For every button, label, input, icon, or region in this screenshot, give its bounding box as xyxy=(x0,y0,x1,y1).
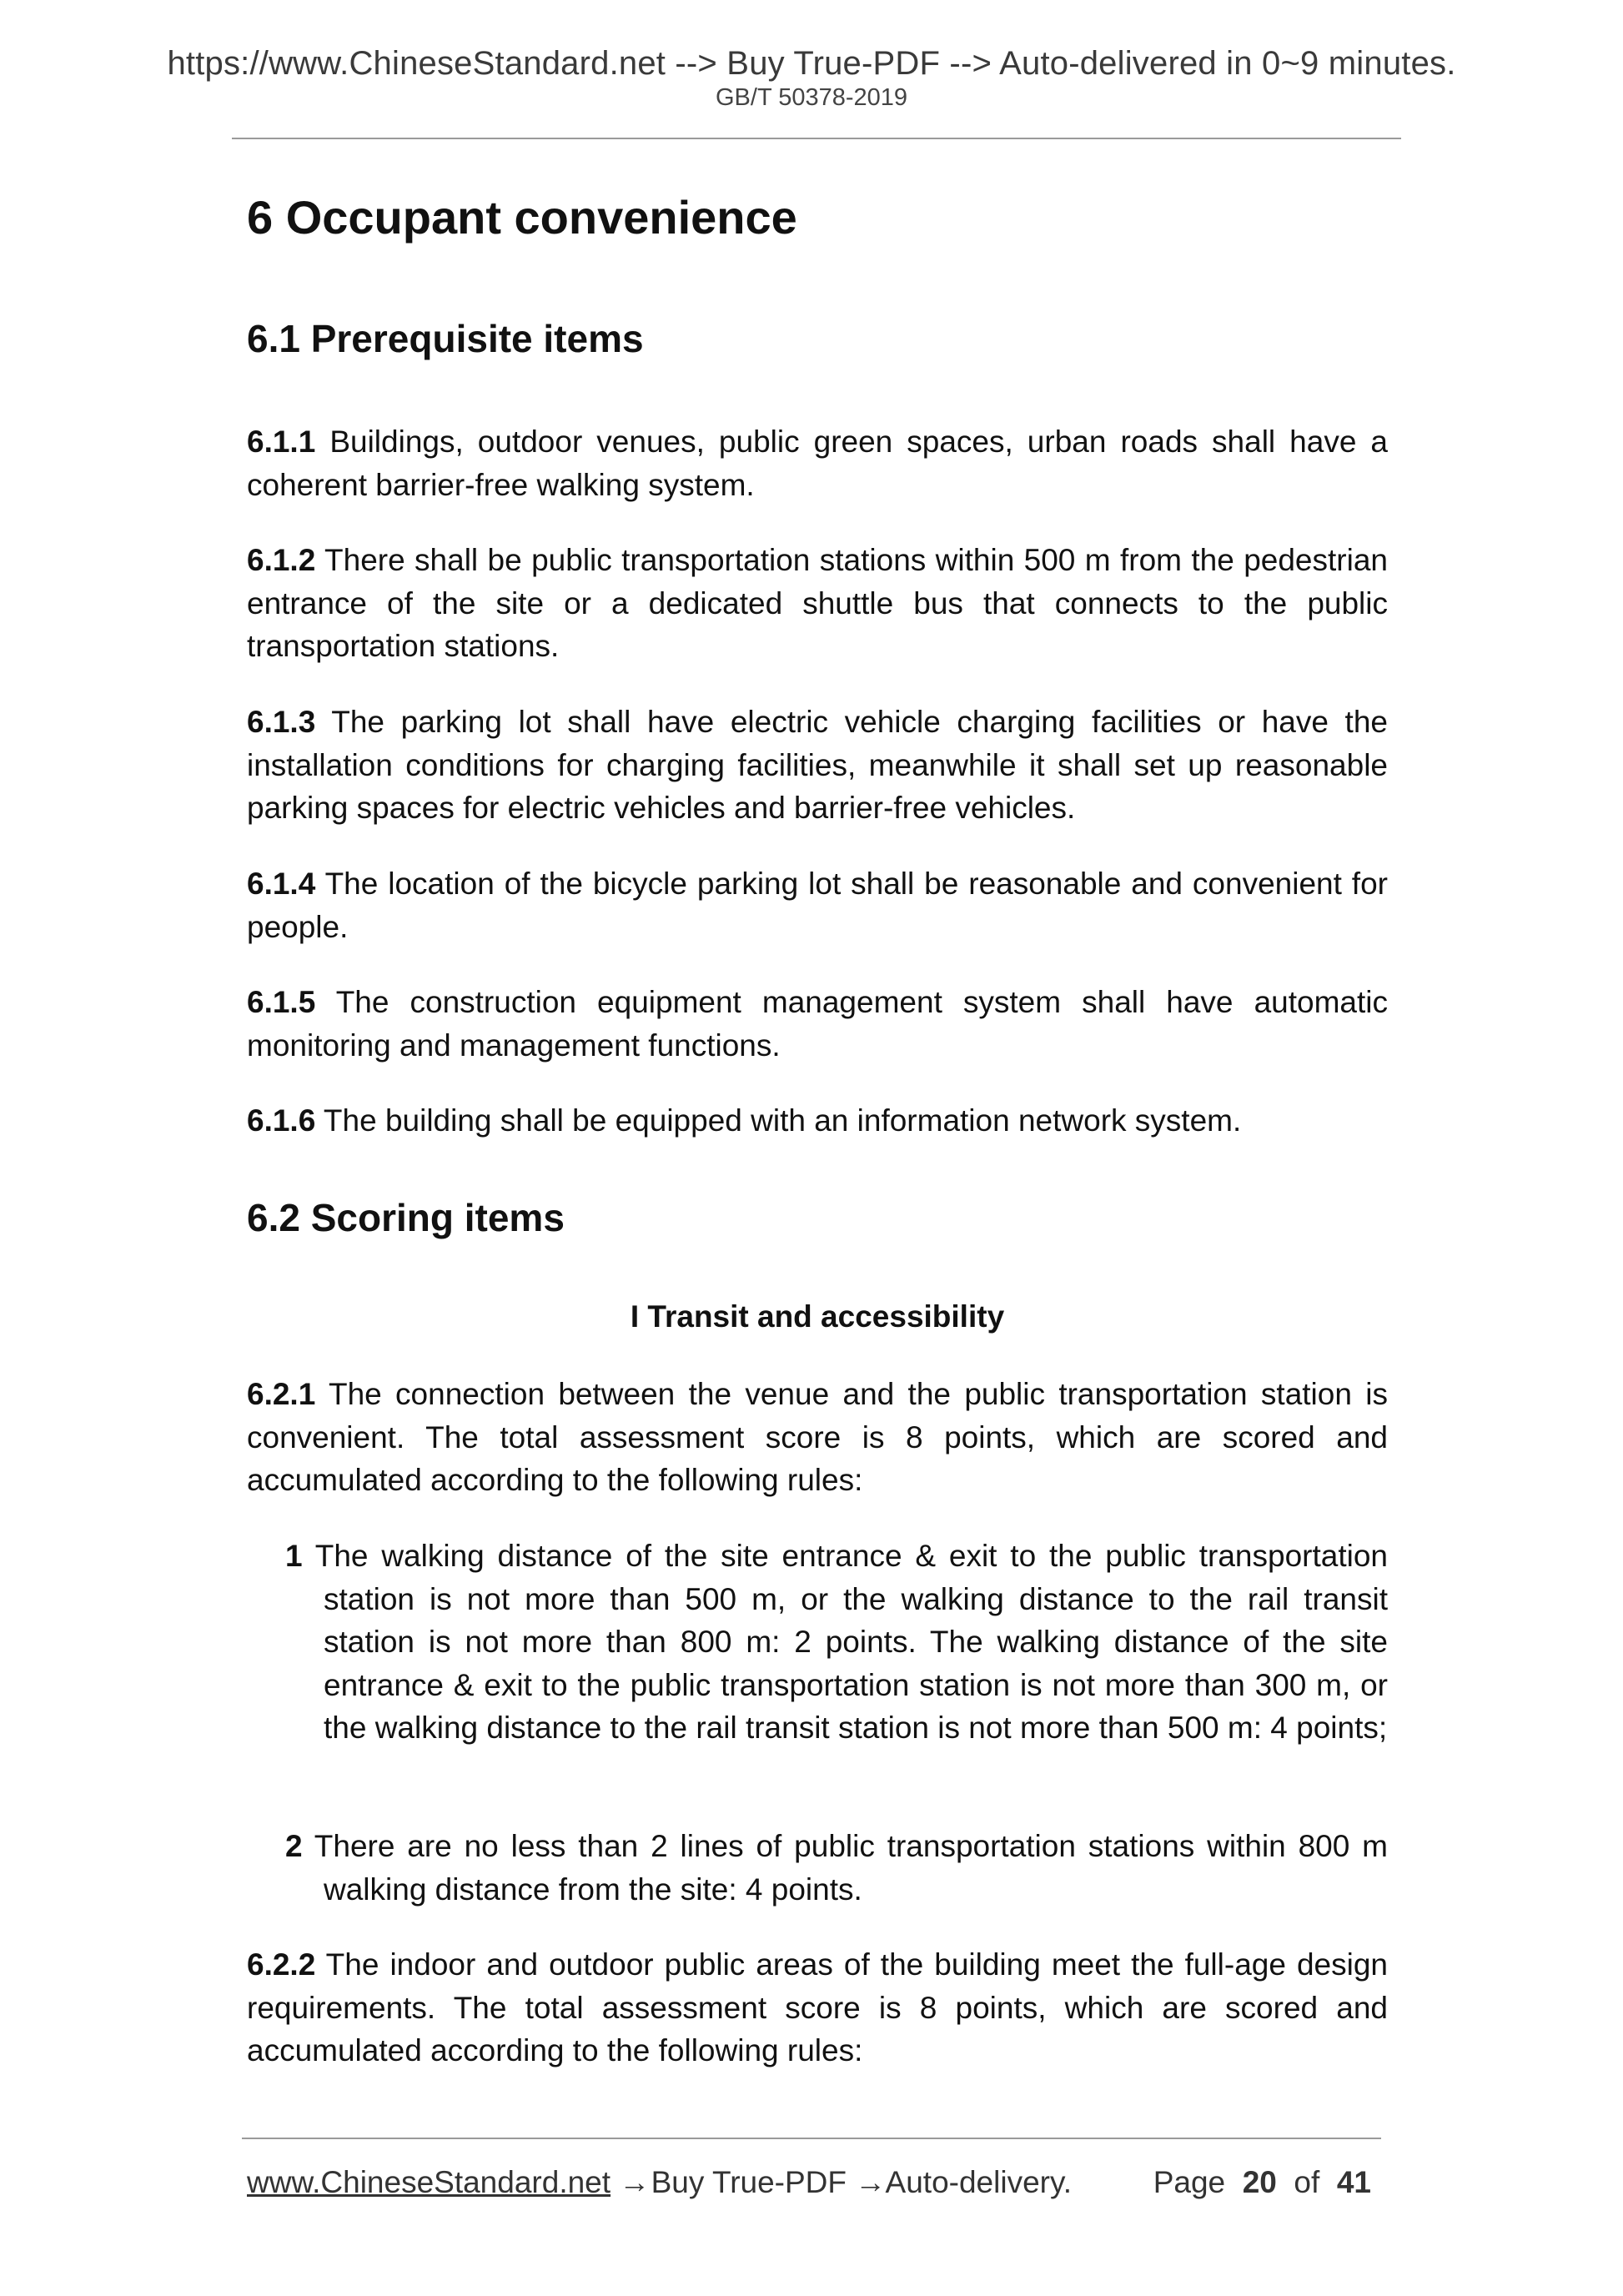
list-item-2 xyxy=(285,1825,1388,1911)
top-banner: https://www.ChineseStandard.net --> Buy True-PDF --> Auto-delivered in 0~9 minutes. xyxy=(167,45,1456,82)
footer-divider xyxy=(242,2138,1381,2139)
arrow-right-icon: → xyxy=(855,2165,887,2199)
list-text: There are no less than 2 lines of public transportation stations within 800 m walking distance from the site: 4 points. xyxy=(314,1829,1388,1907)
clause-text: The parking lot shall have electric vehicle charging facilities or have the installation conditions for charging facilities, meanwhile it shall set up reasonable parking spaces for electric vehicles and barrier-free vehicles. xyxy=(247,705,1388,825)
clause-text: The indoor and outdoor public areas of the building meet the full-age design requirements. The total assessment score is 8 points, which are scored and accumulated according to the following rules: xyxy=(247,1947,1388,2067)
clause-number: 6.1.3 xyxy=(247,705,316,739)
clause-text: The location of the bicycle parking lot shall be reasonable and convenient for people. xyxy=(247,867,1388,944)
subsection-heading: I Transit and accessibility xyxy=(630,1299,1005,1334)
arrow-right-icon: → xyxy=(619,2165,651,2199)
buy-label: Buy True-PDF xyxy=(651,2165,847,2199)
delivery-label: Auto-delivery. xyxy=(885,2165,1073,2199)
clause-6-2-1 xyxy=(247,1373,1388,1502)
clause-number: 6.2.1 xyxy=(247,1377,316,1411)
section-title-6-1: 6.1 Prerequisite items xyxy=(247,317,644,360)
list-number: 2 xyxy=(285,1829,303,1863)
clause-6-1-2 xyxy=(247,539,1388,668)
clause-text: There shall be public transportation stations within 500 m from the pedestrian entrance of the site or a dedicated shuttle bus that connects to the public transportation stations. xyxy=(247,543,1388,663)
clause-6-1-1 xyxy=(247,420,1388,506)
list-item-1 xyxy=(285,1535,1388,1750)
clause-text: Buildings, outdoor venues, public green spaces, urban roads shall have a coherent barrier-free walking system. xyxy=(247,425,1389,502)
list-number: 1 xyxy=(285,1539,303,1573)
clause-text: The connection between the venue and the public transportation station is convenient. The total assessment score is 8 points, which are scored and accumulated according to the following rules: xyxy=(247,1377,1388,1497)
clause-number: 6.1.4 xyxy=(247,867,316,901)
clause-number: 6.2.2 xyxy=(247,1947,316,1982)
clause-6-2-2 xyxy=(247,1943,1388,2072)
clause-6-1-4 xyxy=(247,862,1388,948)
clause-text: The building shall be equipped with an information network system. xyxy=(323,1103,1242,1138)
total-pages: 41 xyxy=(1336,2165,1371,2199)
clause-number: 6.1.6 xyxy=(247,1103,316,1138)
standard-code: GB/T 50378-2019 xyxy=(715,84,908,111)
section-title-6-2: 6.2 Scoring items xyxy=(247,1196,565,1239)
site-link[interactable]: www.ChineseStandard.net xyxy=(247,2165,611,2199)
of-word: of xyxy=(1294,2165,1320,2199)
clause-text: The construction equipment management system shall have automatic monitoring and management functions. xyxy=(247,985,1388,1063)
clause-number: 6.1.1 xyxy=(247,425,316,459)
page-indicator xyxy=(1153,2162,1371,2203)
clause-number: 6.1.2 xyxy=(247,543,316,577)
header-divider xyxy=(232,138,1401,139)
chapter-title: 6 Occupant convenience xyxy=(247,191,797,244)
clause-number: 6.1.5 xyxy=(247,985,316,1019)
page-number: 20 xyxy=(1242,2165,1277,2199)
clause-6-1-3 xyxy=(247,701,1388,830)
clause-6-1-5 xyxy=(247,981,1388,1067)
page-word: Page xyxy=(1153,2165,1226,2199)
clause-6-1-6 xyxy=(247,1099,1388,1143)
page-footer xyxy=(247,2162,1381,2203)
list-text: The walking distance of the site entrance & exit to the public transportation station is not more than 500 m, or the walking distance to the rail transit station is not more than 800 m: 2 points. The walking distance of the site entrance & exit to the public transportation station is not more than 300 m, or the walking distance to the rail transit station is not more than 500 m: 4 points; xyxy=(314,1539,1388,1745)
